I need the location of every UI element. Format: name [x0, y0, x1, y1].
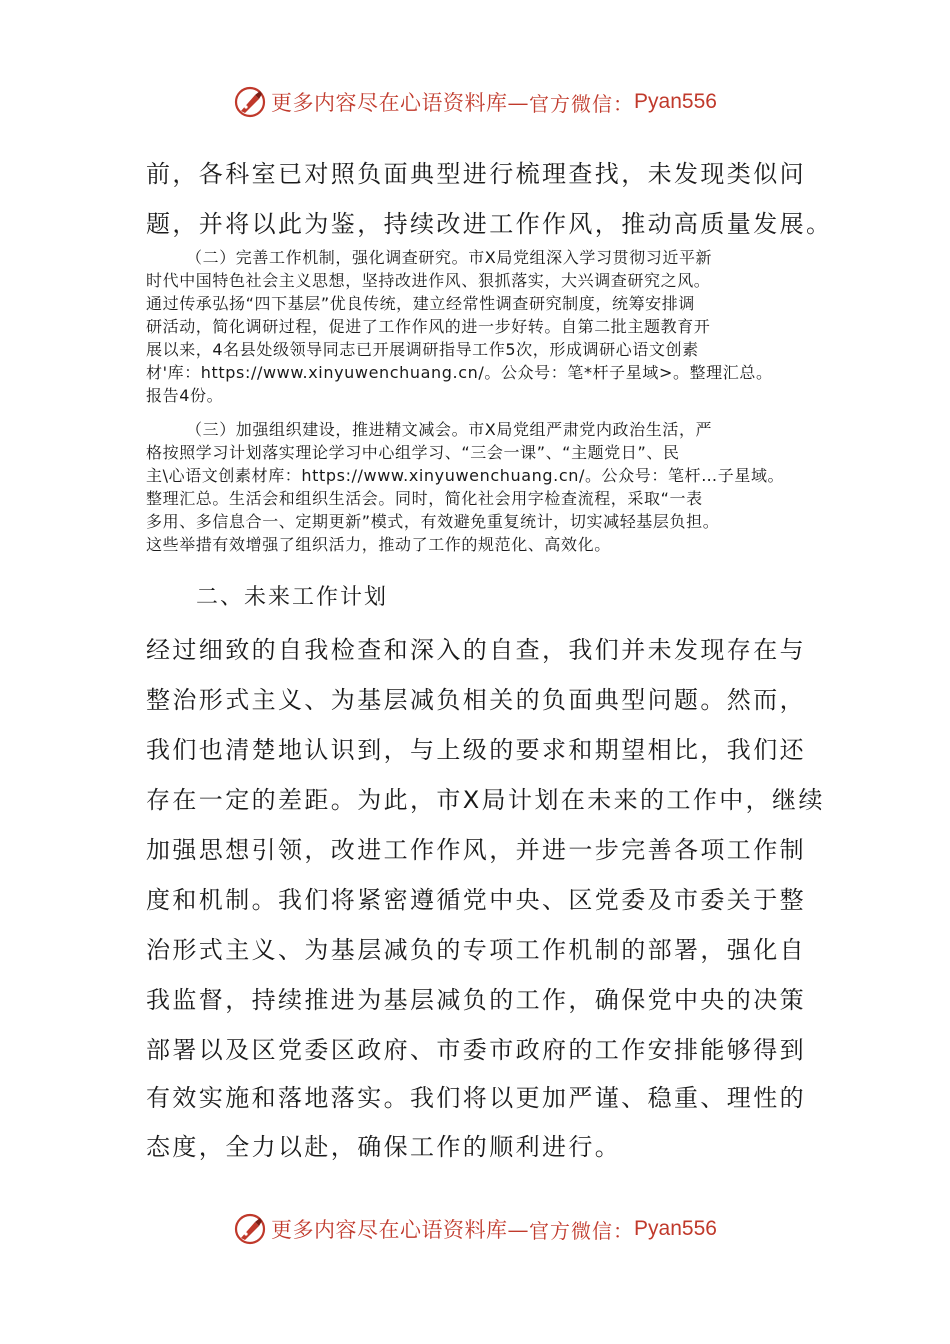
pen-nib-logo-icon [233, 1212, 267, 1246]
paragraph-line: 报告4份。 [146, 386, 224, 405]
body-line: 度和机制。我们将紧密遵循党中央、区党委及市委关于整 [146, 886, 806, 914]
body-line: 我监督，持续推进为基层减负的工作，确保党中央的决策 [146, 986, 806, 1014]
section-two-paragraph [146, 246, 816, 407]
paragraph-line: 时代中国特色社会主义思想，坚持改进作风、狠抓落实，大兴调查研究之风。 [146, 271, 711, 290]
section-heading: 二、未来工作计划 [196, 585, 389, 610]
body-line: 部署以及区党委区政府、市委市政府的工作安排能够得到 [146, 1036, 806, 1064]
body-line: 加强思想引领，改进工作作风，并进一步完善各项工作制 [146, 836, 806, 864]
paragraph-line: 主\心语文创素材库：https://www.xinyuwenchuang.cn/。公众号：笔杆…子星域。 [146, 466, 785, 485]
body-line: 有效实施和落地落实。我们将以更加严谨、稳重、理性的 [146, 1084, 806, 1112]
body-line: 整治形式主义、为基层减负相关的负面典型问题。然而， [146, 686, 806, 714]
paragraph-line: 整理汇总。生活会和组织生活会。同时，简化社会用字检查流程，采取“一表 [146, 489, 703, 508]
body-line: 我们也清楚地认识到，与上级的要求和期望相比，我们还 [146, 736, 806, 764]
paragraph-line: 研活动，简化调研过程，促进了工作作风的进一步好转。自第二批主题教育开 [146, 317, 711, 336]
paragraph-line: 这些举措有效增强了组织活力，推动了工作的规范化、高效化。 [146, 535, 611, 554]
banner-wechat-id: Pyan556 [634, 1217, 717, 1240]
body-line: 经过细致的自我检查和深入的自查，我们并未发现存在与 [146, 636, 806, 664]
body-line: 前，各科室已对照负面典型进行梳理查找，未发现类似问 [146, 160, 806, 188]
paragraph-line: 材'库：https://www.xinyuwenchuang.cn/。公众号：笔*杆子星域>。整理汇总。 [146, 363, 773, 382]
banner-wechat-label: 官方微信： [529, 91, 635, 116]
section-three-paragraph [146, 418, 816, 556]
body-line: 态度，全力以赴，确保工作的顺利进行。 [146, 1133, 622, 1161]
footer-banner [0, 1207, 950, 1251]
banner-text: 更多内容尽在心语资料库— [271, 91, 530, 115]
paragraph-line: 格按照学习计划落实理论学习中心组学习、“三会一课”、“主题党日”、民 [146, 443, 680, 462]
pen-nib-logo-icon [233, 85, 267, 119]
header-banner [0, 80, 950, 124]
body-line: 存在一定的差距。为此，市X局计划在未来的工作中，继续 [146, 786, 825, 814]
paragraph-line: （二）完善工作机制，强化调查研究。市X局党组深入学习贯彻习近平新 [186, 248, 713, 267]
body-line: 题，并将以此为鉴，持续改进工作作风，推动高质量发展。 [146, 210, 833, 238]
banner-text: 更多内容尽在心语资料库— [271, 1218, 530, 1242]
paragraph-line: 多用、多信息合一、定期更新”模式，有效避免重复统计，切实减轻基层负担。 [146, 512, 720, 531]
body-line: 治形式主义、为基层减负的专项工作机制的部署，强化自 [146, 936, 806, 964]
paragraph-line: （三）加强组织建设，推进精文减会。市X局党组严肃党内政治生活，严 [186, 420, 713, 439]
paragraph-line: 展以来，4名县处级领导同志已开展调研指导工作5次，形成调研心语文创素 [146, 340, 699, 359]
banner-wechat-label: 官方微信： [529, 1218, 635, 1243]
paragraph-line: 通过传承弘扬“四下基层”优良传统，建立经常性调查研究制度，统筹安排调 [146, 294, 695, 313]
banner-wechat-id: Pyan556 [634, 90, 717, 113]
